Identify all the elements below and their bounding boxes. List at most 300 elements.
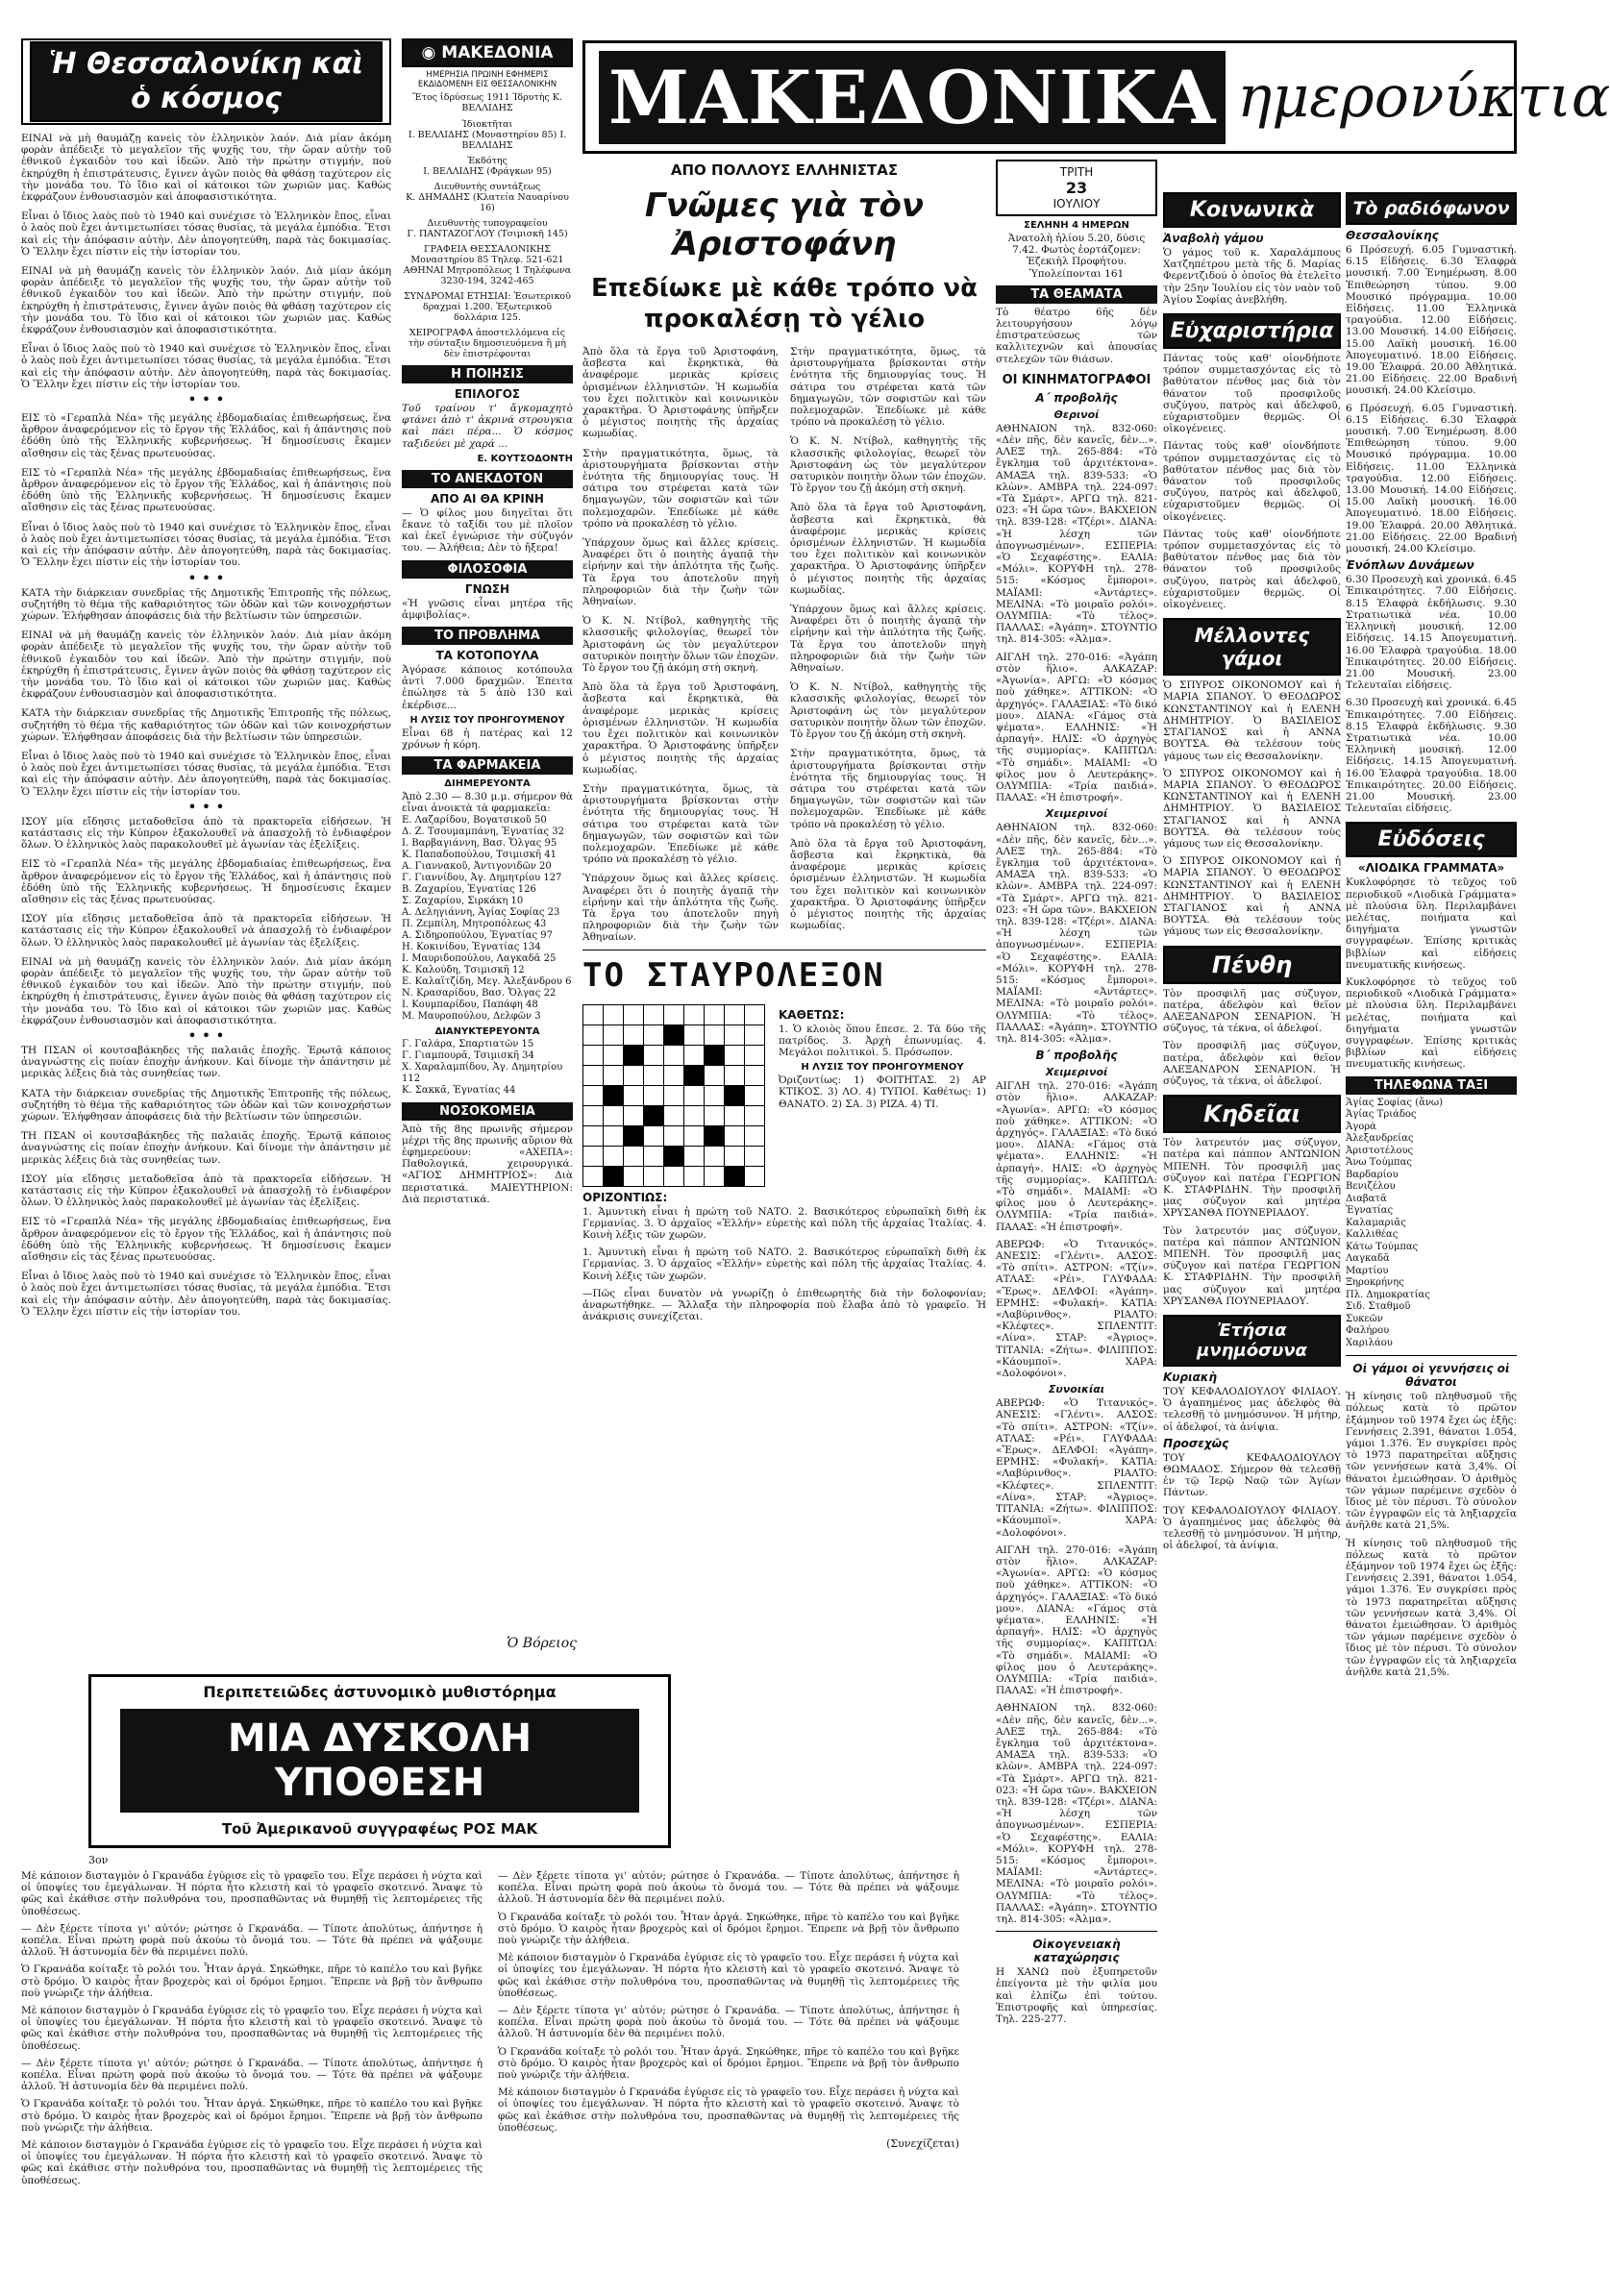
article-body: Ὑπάρχουν ὅμως καὶ ἄλλες κρίσεις. Ἀναφέρει ὅτι ὁ ποιητὴς ἀγαπᾷ τὴν εἰρήνην καὶ τὴν ἁπλότητα τῆς ζωῆς. Τὰ ἔργα του ἀποτελοῦν πηγὴ πληροφοριῶν διὰ τὴν ζωὴν τῶν Ἀθηναίων. [790, 604, 986, 675]
column-signature: Ὁ Βόρειος [507, 1636, 577, 1651]
radio-schedule: 6 Πρόσευχή. 6.05 Γυμναστική. 6.15 Εἰδήσεις. 6.30 Ἐλαφρὰ μουσική. 7.00 Ἐνημέρωση. 8.00 Ἐπιθεώρηση τύπου. 9.00 Μουσικό πρόγραμμα. 10.00 Εἰδήσεις. 11.00 Ἑλληνικὰ τραγούδια. 12.00 Εἰδήσεις. 13.00 Μουσική. 14.00 Εἰδήσεις. 15.00 Λαϊκὴ μουσική. 16.00 Ἀπογευματινό. 18.00 Εἰδήσεις. 19.00 Ἐλαφρά. 20.00 Ἀθλητικά. 21.00 Εἰδήσεις. 22.00 Βραδινή μουσική. 24.00 Κλείσιμο. [1346, 244, 1517, 397]
crossword-cell[interactable] [644, 1065, 664, 1085]
serial-text: Ὁ Γκρανάδα κοίταξε τὸ ρολόι του. Ἦταν ἀργά. Σηκώθηκε, πῆρε τὸ καπέλο του καὶ βγῆκε στὸ δρόμο. Ὁ καιρὸς ἦταν βροχερὸς καὶ οἱ δρόμοι ἔρημοι. Ἔπρεπε νὰ βρῇ τὸν ἄνθρωπο ποὺ γνώριζε τὴν ἀλήθεια. [498, 2045, 959, 2082]
article-body: Στὴν πραγματικότητα, ὅμως, τὰ ἀριστουργήματα βρίσκονται στὴν ἑνότητα τῆς δημιουργίας τους. Ἡ σάτιρα του στρέφεται κατὰ τῶν δημαγωγῶν, τῶν σοφιστῶν καὶ τῶν πολεμοχαρῶν. Ἐπεδίωκε μὲ κάθε τρόπο νὰ προκαλέσῃ τὸ γέλιο. [582, 782, 779, 866]
article-col-right [790, 346, 986, 944]
mourning-header: Πένθη [1163, 946, 1341, 984]
masthead-script: ημερονύκτια [1237, 63, 1610, 131]
pharmacy-item: Α. Γιαννακοῦ, Ἀντιγονιδῶν 20 [402, 860, 552, 872]
cinema-listings: ΑΒΕΡΩΦ: «Ὁ Τιτανικός». ΑΝΕΣΙΣ: «Γλέντι». ΑΛΣΟΣ: «Τὸ σπίτι». ΑΣΤΡΟΝ: «Τζίν». ΑΤΛΑΣ: «Ρέι». ΓΛΥΦΑΔΑ: «Ἔρως». ΔΕΛΦΟΙ: «Ἀγάπη». ΕΡΜΗΣ: «Φυλακή». ΚΑΤΙΑ: «Λαβύρινθος». ΡΙΑΛΤΟ: «Κλέφτες». ΣΠΛΕΝΤΙΤ: «Λίνα». ΣΤΑΡ: «Ἀγριος». ΤΙΤΑΝΙΑ: «Ζήτω». ΦΙΛΙΠΠΟΣ: «Κάουμποϊ». ΧΑΡΑ: «Δολοφόνοι». [996, 1397, 1157, 1539]
pharmacy-item: Α. Δεληγιάννη, Ἀγίας Σοφίας 23 [402, 906, 560, 918]
taxi-phone-item: Μαρτίου [1346, 1265, 1389, 1276]
taxi-phone-item: Συκεῶν [1346, 1313, 1383, 1324]
prev-solution-title: Η ΛΥΣΙΣ ΤΟΥ ΠΡΟΗΓΟΥΜΕΝΟΥ [801, 1062, 964, 1074]
pharmacies-sub: ΔΙΗΜΕΡΕΥΟΝΤΑ [444, 778, 531, 790]
funerals-header: Κηδεῖαι [1163, 1095, 1341, 1133]
cinema-second-run: Β΄ προβολῆς [1035, 1049, 1118, 1063]
problem-header: ΤΟ ΠΡΟΒΛΗΜΑ [402, 627, 573, 645]
taxi-phone-item: Ξηροκρήνης [1346, 1277, 1404, 1289]
section-header-city [21, 38, 391, 125]
memorial-header: Ἐτήσια μνημόσυνα [1163, 1315, 1341, 1367]
solution-title: Η ΛΥΣΙΣ ΤΟΥ ΠΡΟΗΓΟΥΜΕΝΟΥ [409, 714, 565, 726]
article-body: Ὁ Κ. Ν. Ντίβολ, καθηγητὴς τῆς κλασσικῆς φιλολογίας, θεωρεῖ τὸν Ἀριστοφάνη ὡς τὸν μεγαλύτερον σατυρικὸν ποιητὴν ὅλων τῶν ἐποχῶν. Τὸ ἔργον του ζῇ ἀκόμη στὴ σκηνὴ. [582, 615, 779, 675]
print-label: Διευθυντὴς τυπογραφείου [427, 218, 548, 229]
article-paragraph: ΙΣΟΥ μία εἴδησις μεταδοθεῖσα ἀπὸ τὰ πρακτορεῖα εἰδήσεων. Ἡ κατάστασις εἰς τὴν Κύπρον ἐξακολουθεῖ νὰ ἀπασχολῇ τὸ ἐνδιαφέρον ὅλων. Ὁ ἑλληνικὸς λαὸς παρακολουθεῖ μὲ ἀγωνίαν τὰς ἐξελίξεις. [21, 815, 391, 852]
serial-text: — Δὲν ξέρετε τίποτα γι' αὐτόν; ρώτησε ὁ Γκρανάδα. — Τίποτε ἀπολύτως, ἀπήντησε ἡ κοπέλα. Εἶναι πρώτη φορὰ ποὺ ἀκούω τὸ ὄνομά του. — Τότε θὰ πρέπει νὰ ψάξουμε ἀλλοῦ. Ἡ ἀστυνομία δὲν θὰ περιμένει πολύ. [21, 1922, 483, 1959]
editions-title: «ΛΙΟΔΙΚΑ ΓΡΑΜΜΑΤΑ» [1357, 861, 1505, 876]
article-body: Ὑπάρχουν ὅμως καὶ ἄλλες κρίσεις. Ἀναφέρει ὅτι ὁ ποιητὴς ἀγαπᾷ τὴν εἰρήνην καὶ τὴν ἁπλότητα τῆς ζωῆς. Τὰ ἔργα του ἀποτελοῦν πηγὴ πληροφοριῶν διὰ τὴν ζωὴν τῶν Ἀθηναίων. [582, 537, 779, 608]
funerals-text: Τὸν λατρευτόν μας σύζυγον, πατέρα καὶ πάππον ΑΝΤΩΝΙΟΝ ΜΠΕΝΗ. Τὸν προσφιλῆ μας σύζυγον καὶ πατέρα ΓΕΩΡΓΙΟΝ Κ. ΣΤΑΦΡΙΔΗΝ. Τὴν προσφιλῆ μας σύζυγον καὶ μητέρα ΧΡΥΣΑΝΘΑ ΠΟΥΝΕΡΙΑΔΟΥ. [1163, 1224, 1341, 1307]
crossword-cell [664, 1025, 684, 1045]
crossword-cell[interactable] [745, 1025, 765, 1045]
serial-text: Μὲ κάποιον δισταγμὸν ὁ Γκρανάδα ἐγύρισε εἰς τὸ γραφεῖο του. Εἶχε περάσει ἡ νύχτα καὶ οἱ ὑποψίες του ἐμεγάλωναν. Ἡ πόρτα ἦτο κλειστὴ καὶ τὸ γραφεῖο σκοτεινό. Ἄναψε τὸ φῶς καὶ ἐκάθισε στὴν πολυθρόνα του, προσπαθῶντας νὰ θυμηθῇ τὶς λεπτομέρειες τῆς ὑποθέσεως. [498, 2086, 959, 2134]
article-body: Ἀπὸ ὅλα τὰ ἔργα τοῦ Ἀριστοφάνη, ἄσβεστα καὶ ἔκρηκτικὰ, θὰ ἀναφέρομε μερικὰς κρίσεις ὀρισμένων ἑλληνιστῶν. Ἡ κωμωδία του ἔχει πολιτικὸν καὶ κοινωνικὸν χαρακτῆρα. Ὁ Ἀριστοφάνης ὑπῆρξεν ὁ μέγιστος ποιητὴς τῆς ἀρχαίας κωμωδίας. [582, 681, 779, 776]
crossword-cell[interactable] [745, 1004, 765, 1025]
editor: Κ. ΔΗΜΑΔΗΣ (Κλατεία Ναυαρίνου 16) [406, 192, 569, 213]
article-paragraph: ΕΙΝΑΙ νὰ μὴ θαυμάζῃ κανεὶς τὸν ἑλληνικὸν λαόν. Διὰ μίαν ἀκόμη φορὰν ἀπέδειξε τὸ μεγαλεῖον τῆς ψυχῆς του, τὴν ὥραν αὐτὴν τοῦ ἐθνικοῦ ἐγκαιδὸν του καὶ ἰδεῶν. Ἀπὸ τὴν πρώτην στιγμήν, ποὺ ἐκηρύχθη ἡ ἐπιστράτευσις, ἔγινεν ἀγῶν ποιὸς θὰ φθάσῃ ταχύτερον εἰς τὴν μονάδα του. Τὸ ἴδιο καὶ οἱ κάτοικοι τῶν χωριῶν μας. Καθὼς ἐκφράζουν ἐνθουσιασμὸν καὶ ἀποφασιστικότητα. [21, 265, 391, 336]
vital-stats-text: Ἡ κίνησις τοῦ πληθυσμοῦ τῆς πόλεως κατὰ τὸ πρῶτον ἑξάμηνον τοῦ 1974 ἔχει ὡς ἑξῆς: Γεννήσεις 2.391, θάνατοι 1.054, γάμοι 1.376. Ἐν συγκρίσει πρὸς τὸ 1973 παρατηρεῖται αὔξησις τῶν γεννήσεων κατὰ 3,4%. Οἱ θάνατοι ἐμειώθησαν. Ὁ ἀριθμὸς τῶν γάμων παρέμεινε σχεδὸν ὁ ἴδιος μὲ τὸν πέρυσι. Τὸ σύνολον τῶν ἐγγραφῶν εἰς τὰ ληξιαρχεῖα ἀνῆλθε κατὰ 21,5%. [1346, 1391, 1517, 1532]
pharmacy-list [402, 815, 573, 1023]
memorial-sub2: Προσεχῶς [1163, 1436, 1229, 1450]
publisher: Ι. ΒΕΛΛΙΔΗΣ (Φράγκων 95) [423, 166, 552, 177]
taxi-phone-item: Χαριλάου [1346, 1337, 1393, 1348]
memorial-text: ΤΟΥ ΚΕΦΑΛΟΔΙΟΥΛΟΥ ΦΙΛΙΑΟΥ. Ὁ ἀγαπημένος μας ἀδελφὸς θὰ τελεσθῇ τὸ μνημόσυνον. Ἡ μήτηρ, οἱ ἀδελφοί, τὰ ἀνίψια. [1163, 1504, 1341, 1552]
crossword-cell [624, 1125, 644, 1146]
publisher-label: Ἐκδότης [467, 156, 508, 166]
philosophy-header: ΦΙΛΟΣΟΦΙΑ [402, 560, 573, 579]
taxi-phone-item: Καλλιθέας [1346, 1229, 1399, 1241]
article-paragraph: ΕΙΣ τὸ «Γεραπλὰ Νέα» τῆς μεγάλης ἐβδομαδιαίας ἐπιθεωρήσεως, ἕνα ἄρθρον ἀναφερόμενον εἰς τὸ ἔργον τῆς Ἑλλάδος, καὶ ἡ ἀπάντησις ποὺ ἐδόθη ὑπὸ τῆς Ἑλληνικῆς κυβερνήσεως. Ἡ δημοσίευσις ἔκαμεν αἴσθησιν εἰς τὰς ξένας πρωτευούσας. [21, 412, 391, 459]
engagement-text: Ὁ γάμος τοῦ κ. Χαραλάμπους Χατζηπέτρου μετὰ τῆς δ. Μαρίας Φερεντζιδού ὁ ὁποῖος θὰ ἐτελεῖτο τὴν 25ην Ἰουλίου εἰς τὸν ναὸν τοῦ Ἁγίου Σοφίας ἀνεβλήθη. [1163, 247, 1341, 306]
pharmacy-item: Κ. Παπαδοπούλου, Τσιμισκῆ 41 [402, 849, 557, 860]
crossword-cell[interactable] [664, 1166, 684, 1186]
crossword-cell[interactable] [705, 1166, 725, 1186]
owners-label: Ἰδιοκτῆται [461, 119, 513, 130]
serial-text: Μὲ κάποιον δισταγμὸν ὁ Γκρανάδα ἐγύρισε εἰς τὸ γραφεῖο του. Εἶχε περάσει ἡ νύχτα καὶ οἱ ὑποψίες του ἐμεγάλωναν. Ἡ πόρτα ἦτο κλειστὴ καὶ τὸ γραφεῖο σκοτεινό. Ἄναψε τὸ φῶς καὶ ἐκάθισε στὴν πολυθρόνα του, προσπαθῶντας νὰ θυμηθῇ τὶς λεπτομέρειες τῆς ὑποθέσεως. [21, 2005, 483, 2052]
cinema-listings: ΑΘΗΝΑΙΟΝ τηλ. 832-060: «Δὲν πῆς, δὲν κανεῖς, δὲν...». ΑΛΕΞ τηλ. 265-884: «Τὸ ἔγκλημα τοῦ ἀρχιτέκτονα». ΑΜΑΞΑ τηλ. 839-533: «Ὁ κλὼν». ΑΜΒΡΑ τηλ. 224-097: «Τὰ Σμάρτ». ΑΡΓΩ τηλ. 821-023: «Ἡ ὥρα τῶν». ΒΑΚΧΕΙΟΝ τηλ. 839-128: «Τζέρι». ΔΙΑΝΑ: «Ἡ λέσχη τῶν ἀπογνωσμένων». ΕΣΠΕΡΙΑ: «Ὁ Σεχαφέστης». ΕΑΛΙΑ: «Μόλι». ΚΟΡΥΦΗ τηλ. 278-515: «Κόσμος ἔμποροι». ΜΑΪΑΜΙ: «Ἀντάρτες». ΜΕΛΙΝΑ: «Τὸ μοιραῖο ρολόι». ΟΛΥΜΠΙΑ: «Τὸ τέλος». ΠΑΛΛΑΣ: «Ἀγάπη». ΣΤΟΥΝΤΙΟ τηλ. 814-305: «Ἀλμα». [996, 422, 1157, 646]
crossword-cell[interactable] [583, 1166, 604, 1186]
article-paragraph: ΚΑΤΑ τὴν διάρκειαν συνεδρίας τῆς Δημοτικῆς Ἐπιτροπῆς τῆς πόλεως, συζητήθη τὸ θέμα τῆς καθαριότητος τῶν ὁδῶν καὶ τῶν κοινοχρήστων χώρων. Ἐλήφθησαν ἀποφάσεις διὰ τὴν βελτίωσιν τῶν ὑπηρεσιῶν. [21, 586, 391, 622]
anecdote-text: — Ὁ φίλος μου διηγεῖται ὅτι ἔκανε τὸ ταξίδι του μὲ πλοῖον καὶ ἐκεῖ ἐγνώρισε τὴν σύζυγόν του. — Ἀλήθεια; Δὲν τὸ ἤξερα! [402, 506, 573, 555]
poetry-author: Ε. ΚΟΥΤΣΟΔΟΝΤΗ [477, 453, 573, 464]
serial-text: — Δὲν ξέρετε τίποτα γι' αὐτόν; ρώτησε ὁ Γκρανάδα. — Τίποτε ἀπολύτως, ἀπήντησε ἡ κοπέλα. Εἶναι πρώτη φορὰ ποὺ ἀκούω τὸ ὄνομά του. — Τότε θὰ πρέπει νὰ ψάξουμε ἀλλοῦ. Ἡ ἀστυνομία δὲν θὰ περιμένει πολύ. [498, 2005, 959, 2040]
crossword-cell[interactable] [745, 1085, 765, 1105]
subscriptions: ΣΥΝΔΡΟΜΑΙ ΕΤΗΣΙΑΙ: Ἐσωτερικοῦ δραχμαὶ 1.200. Ἐξωτερικοῦ δολλάρια 125. [404, 291, 571, 323]
serial-text: Μὲ κάποιον δισταγμὸν ὁ Γκρανάδα ἐγύρισε εἰς τὸ γραφεῖο του. Εἶχε περάσει ἡ νύχτα καὶ οἱ ὑποψίες του ἐμεγάλωναν. Ἡ πόρτα ἦτο κλειστὴ καὶ τὸ γραφεῖο σκοτεινό. Ἄναψε τὸ φῶς καὶ ἐκάθισε στὴν πολυθρόνα του, προσπαθῶντας νὰ θυμηθῇ τὶς λεπτομέρειες τῆς ὑποθέσεως. [21, 2139, 483, 2186]
down-label: ΚΑΘΕΤΩΣ: [779, 1007, 845, 1022]
article-body: Ὁ Κ. Ν. Ντίβολ, καθηγητὴς τῆς κλασσικῆς φιλολογίας, θεωρεῖ τὸν Ἀριστοφάνη ὡς τὸν μεγαλύτερον σατυρικὸν ποιητὴν ὅλων τῶν ἐποχῶν. Τὸ ἔργον του ζῇ ἀκόμη στὴ σκηνὴ. [790, 681, 986, 741]
column-date-cinema [996, 160, 1157, 2274]
engagement-label: Ἀναβολὴ γάμου [1163, 232, 1264, 245]
taxi-phone-list [1346, 1098, 1517, 1350]
serial-text: Ὁ Γκρανάδα κοίταξε τὸ ρολόι του. Ἦταν ἀργά. Σηκώθηκε, πῆρε τὸ καπέλο του καὶ βγῆκε στὸ δρόμο. Ὁ καιρὸς ἦταν βροχερὸς καὶ οἱ δρόμοι ἔρημοι. Ἔπρεπε νὰ βρῇ τὸν ἄνθρωπο ποὺ γνώριζε τὴν ἀλήθεια. [498, 1911, 959, 1947]
cinema-listings: ΑΙΓΛΗ τηλ. 270-016: «Ἀγάπη στὸν ἥλιο». ΑΛΚΑΖΑΡ: «Ἀγωνία». ΑΡΓΩ: «Ὁ κόσμος ποὺ χάθηκε». ΑΤΤΙΚΟΝ: «Ὁ ἀρχηγός». ΓΑΛΑΞΙΑΣ: «Τὸ δικό μου». ΔΙΑΝΑ: «Γάμος στὰ ψέματα». ΕΛΛΗΝΙΣ: «Ἡ ἀρπαγή». ΗΛΙΣ: «Ὁ ἀρχηγὸς τῆς συμμορίας». ΚΑΠΙΤΩΛ: «Τὸ σημάδι». ΜΑΙΑΜΙ: «Ὁ φίλος μου ὁ Λευτεράκης». ΟΛΥΜΠΙΑ: «Τρία παιδιά». ΠΑΛΑΣ: «Ἡ ἐπιστροφή». [996, 1543, 1157, 1697]
crossword-cell[interactable] [624, 1025, 644, 1045]
crossword-cell[interactable] [644, 1125, 664, 1146]
crossword-cell [664, 1146, 684, 1166]
crossword-cell [604, 1085, 624, 1105]
crossword-cell[interactable] [644, 1045, 664, 1065]
taxi-phone-item: Ἄνω Τούμπας [1346, 1157, 1412, 1169]
pharmacy-item: Ι. Κουμπαρίδου, Παπάφη 48 [402, 999, 538, 1010]
article-body: Ἀπὸ ὅλα τὰ ἔργα τοῦ Ἀριστοφάνη, ἄσβεστα καὶ ἔκρηκτικὰ, θὰ ἀναφέρομε μερικὰς κρίσεις ὀρισμένων ἑλληνιστῶν. Ἡ κωμωδία του ἔχει πολιτικὸν καὶ κοινωνικὸν χαρακτῆρα. Ὁ Ἀριστοφάνης ὑπῆρξεν ὁ μέγιστος ποιητὴς τῆς ἀρχαίας κωμωδίας. [790, 502, 986, 596]
crossword-cell[interactable] [604, 1125, 624, 1146]
editions-text: Κυκλοφόρησε τὸ τεῦχος τοῦ περιοδικοῦ «Λιοδικὰ Γράμματα» μὲ πλούσια ὕλη. Περιλαμβάνει μελέτας, ποιήματα καὶ διηγήματα γνωστῶν συγγραφέων. Ἐπίσης κριτικὰς βιβλίων καὶ εἰδήσεις πνευματικῆς κινήσεως. [1346, 876, 1517, 971]
memorial-text: ΤΟΥ ΚΕΦΑΛΟΔΙΟΥΛΟΥ ΘΩΜΑΔΟΣ. Σήμερον θὰ τελεσθῇ ἐν τῷ Ἱερῷ Ναῷ τῶν Ἁγίων Πάντων. [1163, 1451, 1341, 1499]
date-number: 23 [1065, 179, 1088, 197]
crossword-cell[interactable] [684, 1166, 705, 1186]
pharmacy-item: Μ. Μαυροπούλου, Δελφῶν 3 [402, 1010, 541, 1022]
manuscripts-note: ΧΕΙΡΟΓΡΑΦΑ ἀποστελλόμενα εἰς τὴν σύνταξιν δημοσιευόμενα ἢ μὴ δὲν ἐπιστρέφονται [408, 328, 566, 359]
crossword-cell[interactable] [745, 1065, 765, 1085]
mourning-text: Τὸν προσφιλῆ μας σύζυγον, πατέρα, ἀδελφὸν καὶ θεῖον ΑΛΕΞΑΝΔΡΟΝ ΣΕΝΑΡΙΟΝ. Ἡ σύζυγος, τὰ τέκνα, οἱ ἀδελφοί. [1163, 1040, 1341, 1087]
crossword-cell[interactable] [664, 1125, 684, 1146]
article-columns [582, 346, 986, 944]
crossword-cell[interactable] [684, 1105, 705, 1125]
memorial-text: ΤΟΥ ΚΕΦΑΛΟΔΙΟΥΛΟΥ ΦΙΛΙΑΟΥ. Ὁ ἀγαπημένος μας ἀδελφὸς θὰ τελεσθῇ τὸ μνημόσυνον. Ἡ μήτηρ, οἱ ἀδελφοί, τὰ ἀνίψια. [1163, 1386, 1341, 1433]
crossword-cell[interactable] [664, 1085, 684, 1105]
cinema-listings: ΑΙΓΛΗ τηλ. 270-016: «Ἀγάπη στὸν ἥλιο». ΑΛΚΑΖΑΡ: «Ἀγωνία». ΑΡΓΩ: «Ὁ κόσμος ποὺ χάθηκε». ΑΤΤΙΚΟΝ: «Ὁ ἀρχηγός». ΓΑΛΑΞΙΑΣ: «Τὸ δικό μου». ΔΙΑΝΑ: «Γάμος στὰ ψέματα». ΕΛΛΗΝΙΣ: «Ἡ ἀρπαγή». ΗΛΙΣ: «Ὁ ἀρχηγὸς τῆς συμμορίας». ΚΑΠΙΤΩΛ: «Τὸ σημάδι». ΜΑΙΑΜΙ: «Ὁ φίλος μου ὁ Λευτεράκης». ΟΛΥΜΠΙΑ: «Τρία παιδιά». ΠΑΛΑΣ: «Ἡ ἐπιστροφή». [996, 1080, 1157, 1233]
serial-text: Μὲ κάποιον δισταγμὸν ὁ Γκρανάδα ἐγύρισε εἰς τὸ γραφεῖο του. Εἶχε περάσει ἡ νύχτα καὶ οἱ ὑποψίες του ἐμεγάλωναν. Ἡ πόρτα ἦτο κλειστὴ καὶ τὸ γραφεῖο σκοτεινό. Ἄναψε τὸ φῶς καὶ ἐκάθισε στὴν πολυθρόνα του, προσπαθῶντας νὰ θυμηθῇ τὶς λεπτομέρειες τῆς ὑποθέσεως. [498, 1952, 959, 1999]
nightly-pharmacy-item: Γ. Γαλάρα, Σπαρτιατῶν 15 [402, 1038, 534, 1049]
article-subhead: Επεδίωκε μὲ κάθε τρόπο νὰ προκαλέσῃ τὸ γέλιο [591, 274, 978, 333]
across-label: ΟΡΙΖΟΝΤΙΩΣ: [582, 1190, 668, 1204]
upcoming-text: Ὁ ΣΠΥΡΟΣ ΟΙΚΟΝΟΜΟΥ καὶ ἡ ΜΑΡΙΑ ΣΠΑΝΟΥ. Ὁ ΘΕΟΔΩΡΟΣ ΚΩΝΣΤΑΝΤΙΝΟΥ καὶ ἡ ΕΛΕΝΗ ΔΗΜΗΤΡΙΟΥ. Ὁ ΒΑΣΙΛΕΙΟΣ ΣΤΑΓΙΑΝΟΣ καὶ ἡ ΑΝΝΑ ΒΟΥΤΣΑ. Θὰ τελέσουν τοὺς γάμους των εἰς Θεσσαλονίκην. [1163, 679, 1341, 762]
anecdote-title: ΑΠΟ ΑΙ ΘΑ ΚΡΙΝΗ [431, 491, 544, 506]
crossword-cell[interactable] [745, 1105, 765, 1125]
taxi-phone-item: Ἁγίας Σοφίας (ἄνω) [1346, 1097, 1443, 1108]
article-body: Στὴν πραγματικότητα, ὅμως, τὰ ἀριστουργήματα βρίσκονται στὴν ἑνότητα τῆς δημιουργίας τους. Ἡ σάτιρα του στρέφεται κατὰ τῶν δημαγωγῶν, τῶν σοφιστῶν καὶ τῶν πολεμοχαρῶν. Ἐπεδίωκε μὲ κάθε τρόπο νὰ προκαλέσῃ τὸ γέλιο. [582, 447, 779, 530]
crossword-cell[interactable] [664, 1105, 684, 1125]
problem-title: ΤΑ ΚΟΤΟΠΟΥΛΑ [435, 649, 539, 663]
crossword-cell[interactable] [604, 1004, 624, 1025]
crossword-cell[interactable] [664, 1045, 684, 1065]
serial-text: Ὁ Γκρανάδα κοίταξε τὸ ρολόι του. Ἦταν ἀργά. Σηκώθηκε, πῆρε τὸ καπέλο του καὶ βγῆκε στὸ δρόμο. Ὁ καιρὸς ἦταν βροχερὸς καὶ οἱ δρόμοι ἔρημοι. Ἔπρεπε νὰ βρῇ τὸν ἄνθρωπο ποὺ γνώριζε τὴν ἀλήθεια. [21, 2098, 483, 2134]
crossword-cell[interactable] [604, 1045, 624, 1065]
cinema-listings: ΑΒΕΡΩΦ: «Ὁ Τιτανικός». ΑΝΕΣΙΣ: «Γλέντι». ΑΛΣΟΣ: «Τὸ σπίτι». ΑΣΤΡΟΝ: «Τζίν». ΑΤΛΑΣ: «Ρέι». ΓΛΥΦΑΔΑ: «Ἔρως». ΔΕΛΦΟΙ: «Ἀγάπη». ΕΡΜΗΣ: «Φυλακή». ΚΑΤΙΑ: «Λαβύρινθος». ΡΙΑΛΤΟ: «Κλέφτες». ΣΠΛΕΝΤΙΤ: «Λίνα». ΣΤΑΡ: «Ἀγριος». ΤΙΤΑΝΙΑ: «Ζήτω». ΦΙΛΙΠΠΟΣ: «Κάουμποϊ». ΧΑΡΑ: «Δολοφόνοι». [996, 1238, 1157, 1380]
taxi-phone-item: Ἁγίας Τριάδος [1346, 1109, 1417, 1121]
serial-text: Ὁ Γκρανάδα κοίταξε τὸ ρολόι του. Ἦταν ἀργά. Σηκώθηκε, πῆρε τὸ καπέλο του καὶ βγῆκε στὸ δρόμο. Ὁ καιρὸς ἦταν βροχερὸς καὶ οἱ δρόμοι ἔρημοι. Ἔπρεπε νὰ βρῇ τὸν ἄνθρωπο ποὺ γνώριζε τὴν ἀλήθεια. [21, 1963, 483, 1999]
logo-text: ΜΑΚΕΔΟΝΙΑ [441, 43, 554, 62]
crossword-cell[interactable] [604, 1065, 624, 1085]
crossword-cell[interactable] [684, 1025, 705, 1045]
separator-dots: • • • [187, 1026, 225, 1045]
crossword-area [582, 1004, 986, 1187]
radio-header: Τὸ ραδιόφωνον [1346, 192, 1517, 225]
crossword-cell [604, 1166, 624, 1186]
article-paragraph: Εἶναι ὁ ἴδιος λαὸς ποὺ τὸ 1940 καὶ συνέχισε τὸ Ἐλληνικὸν ἔπος, εἶναι ὁ λαὸς ποὺ ἔχει ἀντιμετωπίσει τόσας θυσίας, τὰ μεγάλα ἐμπόδια. Ἔτσι καὶ εἰς τὴν ἀπόφασιν αὐτὴν. Δὲν ἀπογοητεύθη, παρὰ τὰς δοκιμασίας. Ὁ Ἕλλην ἔχει πίστιν εἰς τὴν ἱστορίαν του. [21, 343, 391, 390]
separator-dots: • • • [187, 390, 225, 409]
upcoming-text: Ὁ ΣΠΥΡΟΣ ΟΙΚΟΝΟΜΟΥ καὶ ἡ ΜΑΡΙΑ ΣΠΑΝΟΥ. Ὁ ΘΕΟΔΩΡΟΣ ΚΩΝΣΤΑΝΤΙΝΟΥ καὶ ἡ ΕΛΕΝΗ ΔΗΜΗΤΡΙΟΥ. Ὁ ΒΑΣΙΛΕΙΟΣ ΣΤΑΓΙΑΝΟΣ καὶ ἡ ΑΝΝΑ ΒΟΥΤΣΑ. Θὰ τελέσουν τοὺς γάμους των εἰς Θεσσαλονίκην. [1163, 767, 1341, 850]
crossword-cell[interactable] [644, 1085, 664, 1105]
serial-title: ΜΙΑ ΔΥΣΚΟΛΗ ΥΠΟΘΕΣΗ [120, 1709, 639, 1813]
crossword-cell[interactable] [725, 1125, 745, 1146]
article-paragraph: Εἶναι ὁ ἴδιος λαὸς ποὺ τὸ 1940 καὶ συνέχισε τὸ Ἐλληνικὸν ἔπος, εἶναι ὁ λαὸς ποὺ ἔχει ἀντιμετωπίσει τόσας θυσίας, τὰ μεγάλα ἐμπόδια. Ἔτσι καὶ εἰς τὴν ἀπόφασιν αὐτὴν. Δὲν ἀπογοητεύθη, παρὰ τὰς δοκιμασίας. Ὁ Ἕλλην ἔχει πίστιν εἰς τὴν ἱστορίαν του. [21, 210, 391, 258]
pharmacy-item: Β. Ζαχαρίου, Ἐγνατίας 126 [402, 883, 536, 895]
family-header: Οἰκογενειακὴ καταχώρησις [1032, 1938, 1121, 1965]
down-clues: 1. Ὁ κλοιὸς ὅπου ἔπεσε. 2. Τὰ δύο τῆς πατρίδος. 3. Ἀρχὴ ἐπωνυμίας. 4. Μεγάλοι πολιτικοὶ. 5. Πρόσωπον. [779, 1023, 986, 1058]
crossword-cell[interactable] [624, 1004, 644, 1025]
crossword-cell[interactable] [705, 1065, 725, 1085]
article-paragraph: ΕΙΝΑΙ νὰ μὴ θαυμάζῃ κανεὶς τὸν ἑλληνικὸν λαόν. Διὰ μίαν ἀκόμη φορὰν ἀπέδειξε τὸ μεγαλεῖον τῆς ψυχῆς του, τὴν ὥραν αὐτὴν τοῦ ἐθνικοῦ ἐγκαιδὸν του καὶ ἰδεῶν. Ἀπὸ τὴν πρώτην στιγμήν, ποὺ ἐκηρύχθη ἡ ἐπιστράτευσις, ἔγινεν ἀγῶν ποιὸς θὰ φθάσῃ ταχύτερον εἰς τὴν μονάδα του. Τὸ ἴδιο καὶ οἱ κάτοικοι τῶν χωριῶν μας. Καθὼς ἐκφράζουν ἐνθουσιασμὸν καὶ ἀποφασιστικότητα. [21, 630, 391, 701]
article-paragraph: ΤΗ ΠΣΑΝ οἱ κουτσαβάκηδες τῆς παλαιᾶς ἐποχῆς. Ἐρωτᾷ κάποιος ἀναγνώστης εἰς ποίαν ἐποχὴν ἀνήκουν. Καὶ δίνομε τὴν ἀπάντησιν μὲ μερικὰς λέξεις διὰ τὰς συνηθείας των. [21, 1045, 391, 1080]
taxi-phone-item: Κάτω Τούμπας [1346, 1241, 1419, 1252]
armed-label: Ἐνόπλων Δυνάμεων [1346, 558, 1474, 573]
article-paragraph: ΕΙΣ τὸ «Γεραπλὰ Νέα» τῆς μεγάλης ἐβδομαδιαίας ἐπιθεωρήσεως, ἕνα ἄρθρον ἀναφερόμενον εἰς τὸ ἔργον τῆς Ἑλλάδος, καὶ ἡ ἀπάντησις ποὺ ἐδόθη ὑπὸ τῆς Ἑλληνικῆς κυβερνήσεως. Ἡ δημοσίευσις ἔκαμεν αἴσθησιν εἰς τὰς ξένας πρωτευούσας. [21, 858, 391, 905]
crossword-cell[interactable] [705, 1105, 725, 1125]
crossword-cell[interactable] [664, 1004, 684, 1025]
crossword-cell[interactable] [684, 1045, 705, 1065]
masthead-title: ΜΑΚΕΔΟΝΙΚΑ [599, 51, 1226, 144]
divider [1346, 1355, 1517, 1356]
crossword-cell[interactable] [624, 1065, 644, 1085]
taxi-phone-item: Ἀλεξανδρείας [1346, 1133, 1414, 1145]
taxi-phone-item: Πλ. Δημοκρατίας [1346, 1289, 1430, 1300]
crossword-clues-right [779, 1004, 986, 1187]
main-article [582, 160, 986, 1640]
prev-solution-text: Ὀριζοντίως: 1) ΦΟΙΤΗΤΑΣ. 2) ΑΡ ΚΤΙΚΟΣ. 3) ΛΟ. 4) ΤΥΠΟΙ. Καθέτως: 1) ΘΑΝΑΤΟ. 2) ΣΑ. 3) ΡΙΖΑ. 4) ΤΙ. [779, 1074, 986, 1110]
crossword-cell[interactable] [583, 1085, 604, 1105]
poetry-title: ΕΠΙΛΟΓΟΣ [454, 387, 521, 401]
article-paragraph: ΕΙΣ τὸ «Γεραπλὰ Νέα» τῆς μεγάλης ἐβδομαδιαίας ἐπιθεωρήσεως, ἕνα ἄρθρον ἀναφερόμενον εἰς τὸ ἔργον τῆς Ἑλλάδος, καὶ ἡ ἀπάντησις ποὺ ἐδόθη ὑπὸ τῆς Ἑλληνικῆς κυβερνήσεως. Ἡ δημοσίευσις ἔκαμεν αἴσθησιν εἰς τὰς ξένας πρωτευούσας. [21, 466, 391, 514]
crossword-cell[interactable] [725, 1004, 745, 1025]
taxi-phone-item: Ἀριστοτέλους [1346, 1145, 1414, 1156]
taxi-phone-item: Σιδ. Σταθμοῦ [1346, 1301, 1411, 1313]
crossword-cell[interactable] [583, 1065, 604, 1085]
crossword-cell[interactable] [624, 1146, 644, 1166]
nightly-pharmacy-item: Χ. Χαραλαμπίδου, Ἀγ. Δημητρίου 112 [402, 1061, 563, 1084]
cinema-first-run: Α΄ προβολῆς [1035, 390, 1118, 405]
crossword-cell[interactable] [604, 1025, 624, 1045]
article-body: Ἀπὸ ὅλα τὰ ἔργα τοῦ Ἀριστοφάνη, ἄσβεστα καὶ ἔκρηκτικὰ, θὰ ἀναφέρομε μερικὰς κρίσεις ὀρισμένων ἑλληνιστῶν. Ἡ κωμωδία του ἔχει πολιτικὸν καὶ κοινωνικὸν χαρακτῆρα. Ὁ Ἀριστοφάνης ὑπῆρξεν ὁ μέγιστος ποιητὴς τῆς ἀρχαίας κωμωδίας. [582, 346, 779, 440]
crossword-cell[interactable] [745, 1166, 765, 1186]
poetry-text: Τοῦ τραίνου τ' ἄγκομαχητὸ φτάνει ἀπὸ τ' ἀκρινά στρουγκια καὶ πάει πέρα... Ὁ κόσμος ταξιδεύει μὲ χαρά ... [402, 403, 573, 450]
cinema-title: ΟΙ ΚΙΝΗΜΑΤΟΓΡΑΦΟΙ [1002, 372, 1152, 387]
city-header-title: Ἡ Θεσσαλονίκη καὶ ὁ κόσμος [30, 41, 383, 122]
anecdote-header: ΤΟ ΑΝΕΚΔΟΤΟΝ [402, 470, 573, 488]
crossword-cell[interactable] [725, 1025, 745, 1045]
serial-continued: (Συνεχίζεται) [886, 2137, 959, 2151]
article-paragraph: ΕΙΝΑΙ νὰ μὴ θαυμάζῃ κανεὶς τὸν ἑλληνικὸν λαόν. Διὰ μίαν ἀκόμη φορὰν ἀπέδειξε τὸ μεγαλεῖον τῆς ψυχῆς του, τὴν ὥραν αὐτὴν τοῦ ἐθνικοῦ ἐγκαιδὸν του καὶ ἰδεῶν. Ἀπὸ τὴν πρώτην στιγμήν, ποὺ ἐκηρύχθη ἡ ἐπιστράτευσις, ἔγινεν ἀγῶν ποιὸς θὰ φθάσῃ ταχύτερον εἰς τὴν μονάδα του. Τὸ ἴδιο καὶ οἱ κάτοικοι τῶν χωριῶν μας. Καθὼς ἐκφράζουν ἐνθουσιασμὸν καὶ ἀποφασιστικότητα. [21, 133, 391, 204]
crossword-cell[interactable] [583, 1105, 604, 1125]
owners: Ι. ΒΕΛΛΙΔΗΣ (Μοναστηρίου 85) Ι. ΒΕΛΛΙΔΗΣ [408, 130, 567, 151]
pharmacy-item: Γ. Γιαννίδου, Ἀγ. Δημητρίου 127 [402, 872, 562, 883]
thanks-text: Πάντας τοὺς καθ' οἱονδήποτε τρόπον συμμετασχόντας εἰς τὸ βαθύτατον πένθος μας διὰ τὸν θάνατον τοῦ προσφιλοῦς συζύγου, πατρὸς καὶ ἀδελφοῦ, εὐχαριστοῦμεν θερμῶς. Οἱ οἰκογένειες. [1163, 528, 1341, 611]
across-clues: 1. Ἀμυντικὴ εἶναι ἡ πρώτη τοῦ ΝΑΤΟ. 2. Βασικότερος εὐρωπαϊκὴ διθὴ ἐκ Γερμανίας. 3. Ὁ ἀρχαῖος «Ἐλλήν» εὑρετὴς καὶ πόλη τῆς ἀρχαίας Ἰταλίας. 4. Κοινὴ λέξις τῶν χωρῶν. [582, 1205, 986, 1241]
serial-text: — Δὲν ξέρετε τίποτα γι' αὐτόν; ρώτησε ὁ Γκρανάδα. — Τίποτε ἀπολύτως, ἀπήντησε ἡ κοπέλα. Εἶναι πρώτη φορὰ ποὺ ἀκούω τὸ ὄνομά του. — Τότε θὰ πρέπει νὰ ψάξουμε ἀλλοῦ. Ἡ ἀστυνομία δὲν θὰ περιμένει πολύ. [498, 1870, 959, 1906]
crossword-cell[interactable] [745, 1125, 765, 1146]
crossword-cell[interactable] [644, 1025, 664, 1045]
crossword-cell[interactable] [745, 1045, 765, 1065]
theatre-text: Τὸ θέατρο 6ῆς δὲν λειτουργήσουν λόγῳ ἐπιστρατεύσεως τῶν καλλιτεχνῶν καὶ ἀπουσίας στελεχῶν τῶν θιάσων. [996, 306, 1157, 365]
crossword-cell [644, 1105, 664, 1125]
article-paragraph: ΕΙΝΑΙ νὰ μὴ θαυμάζῃ κανεὶς τὸν ἑλληνικὸν λαόν. Διὰ μίαν ἀκόμη φορὰν ἀπέδειξε τὸ μεγαλεῖον τῆς ψυχῆς του, τὴν ὥραν αὐτὴν τοῦ ἐθνικοῦ ἐγκαιδὸν του καὶ ἰδεῶν. Ἀπὸ τὴν πρώτην στιγμήν, ποὺ ἐκηρύχθη ἡ ἐπιστράτευσις, ἔγινεν ἀγῶν ποιὸς θὰ φθάσῃ ταχύτερον εἰς τὴν μονάδα του. Τὸ ἴδιο καὶ οἱ κάτοικοι τῶν χωριῶν μας. Καθὼς ἐκφράζουν ἐνθουσιασμὸν καὶ ἀποφασιστικότητα. [21, 955, 391, 1026]
pharmacy-item: Ε. Λαζαρίδου, Βογατσικοῦ 50 [402, 814, 547, 826]
crossword-cell[interactable] [745, 1146, 765, 1166]
editions-text: Κυκλοφόρησε τὸ τεῦχος τοῦ περιοδικοῦ «Λιοδικὰ Γράμματα» μὲ πλούσια ὕλη. Περιλαμβάνει μελέτας, ποιήματα καὶ διηγήματα γνωστῶν συγγραφέων. Ἐπίσης κριτικὰς βιβλίων καὶ εἰδήσεις πνευματικῆς κινήσεως. [1346, 975, 1517, 1071]
crossword-cell[interactable] [583, 1004, 604, 1025]
philosophy-text: «Ἡ γνῶσις εἶναι μητέρα τῆς ἀμφιβολίας». [402, 597, 573, 621]
taxi-phone-item: Βαρδαρίου [1346, 1169, 1399, 1180]
upcoming-text: Ὁ ΣΠΥΡΟΣ ΟΙΚΟΝΟΜΟΥ καὶ ἡ ΜΑΡΙΑ ΣΠΑΝΟΥ. Ὁ ΘΕΟΔΩΡΟΣ ΚΩΝΣΤΑΝΤΙΝΟΥ καὶ ἡ ΕΛΕΝΗ ΔΗΜΗΤΡΙΟΥ. Ὁ ΒΑΣΙΛΕΙΟΣ ΣΤΑΓΙΑΝΟΣ καὶ ἡ ΑΝΝΑ ΒΟΥΤΣΑ. Θὰ τελέσουν τοὺς γάμους των εἰς Θεσσαλονίκην. [1163, 855, 1341, 938]
cinema-listings: ΑΘΗΝΑΙΟΝ τηλ. 832-060: «Δὲν πῆς, δὲν κανεῖς, δὲν...». ΑΛΕΞ τηλ. 265-884: «Τὸ ἔγκλημα τοῦ ἀρχιτέκτονα». ΑΜΑΞΑ τηλ. 839-533: «Ὁ κλὼν». ΑΜΒΡΑ τηλ. 224-097: «Τὰ Σμάρτ». ΑΡΓΩ τηλ. 821-023: «Ἡ ὥρα τῶν». ΒΑΚΧΕΙΟΝ τηλ. 839-128: «Τζέρι». ΔΙΑΝΑ: «Ἡ λέσχη τῶν ἀπογνωσμένων». ΕΣΠΕΡΙΑ: «Ὁ Σεχαφέστης». ΕΑΛΙΑ: «Μόλι». ΚΟΡΥΦΗ τηλ. 278-515: «Κόσμος ἔμποροι». ΜΑΪΑΜΙ: «Ἀντάρτες». ΜΕΛΙΝΑ: «Τὸ μοιραῖο ρολόι». ΟΛΥΜΠΙΑ: «Τὸ τέλος». ΠΑΛΛΑΣ: «Ἀγάπη». ΣΤΟΥΝΤΙΟ τηλ. 814-305: «Ἀλμα». [996, 1702, 1157, 1925]
taxi-phone-item: Καλαμαριᾶς [1346, 1217, 1406, 1228]
crossword-grid[interactable] [582, 1004, 765, 1187]
crossword-cell [624, 1045, 644, 1065]
date-day: ΤΡΙΤΗ [1059, 165, 1094, 179]
crossword-cell[interactable] [684, 1004, 705, 1025]
poetry-header: Η ΠΟΙΗΣΙΣ [402, 365, 573, 383]
crossword-cell[interactable] [725, 1045, 745, 1065]
sun-info: Ἀνατολὴ ἡλίου 5.20, δύσις 7.42. Φωτὸς ἑορτάζομεν: Ἐζεκιὴλ Προφήτου. Ὑπολείπονται 161 [1007, 233, 1146, 280]
crossword-cell[interactable] [684, 1146, 705, 1166]
article-paragraph: ΕΙΣ τὸ «Γεραπλὰ Νέα» τῆς μεγάλης ἐβδομαδιαίας ἐπιθεωρήσεως, ἕνα ἄρθρον ἀναφερόμενον εἰς τὸ ἔργον τῆς Ἑλλάδος, καὶ ἡ ἀπάντησις ποὺ ἐδόθη ὑπὸ τῆς Ἑλληνικῆς κυβερνήσεως. Ἡ δημοσίευσις ἔκαμεν αἴσθησιν εἰς τὰς ξένας πρωτευούσας. [21, 1216, 391, 1264]
taxi-phone-item: Βενιζέλου [1346, 1181, 1396, 1193]
nightly-pharmacy-item: Γ. Γιαμπουρᾶ, Τσιμισκῆ 34 [402, 1049, 534, 1061]
article-body: Ὑπάρχουν ὅμως καὶ ἄλλες κρίσεις. Ἀναφέρει ὅτι ὁ ποιητὴς ἀγαπᾷ τὴν εἰρήνην καὶ τὴν ἁπλότητα τῆς ζωῆς. Τὰ ἔργα του ἀποτελοῦν πηγὴ πληροφοριῶν διὰ τὴν ζωὴν τῶν Ἀθηναίων. [582, 873, 779, 944]
taxi-phone-item: Ἐγνατίας [1346, 1205, 1394, 1217]
summer-label: Θερινοί [1053, 407, 1100, 421]
philosophy-title: ΓΝΩΣΗ [464, 581, 510, 596]
crossword-cell[interactable] [705, 1004, 725, 1025]
crossword-cell[interactable] [624, 1166, 644, 1186]
divider [996, 1931, 1157, 1932]
hospitals-text: Ἀπὸ τῆς 8ης πρωινῆς σήμερον μέχρι τῆς 8ης πρωινῆς αὔριον θὰ ἐφημερεύουν: «ΑΧΕΠΑ»: Παθολογικά, χειρουργικά. «ΑΓΙΟΣ ΔΗΜΗΤΡΙΟΣ»: Διὰ περιστατικά. ΜΑΙΕΥΤΗΡΙΟΝ: Διὰ περιστατικά. [402, 1123, 573, 1205]
crossword-cell[interactable] [644, 1146, 664, 1166]
article-paragraph: ΚΑΤΑ τὴν διάρκειαν συνεδρίας τῆς Δημοτικῆς Ἐπιτροπῆς τῆς πόλεως, συζητήθη τὸ θέμα τῆς καθαριότητος τῶν ὁδῶν καὶ τῶν κοινοχρήστων χώρων. Ἐλήφθησαν ἀποφάσεις διὰ τὴν βελτίωσιν τῶν ὑπηρεσιῶν. [21, 707, 391, 743]
article-col-left [582, 346, 779, 944]
tagline: ΗΜΕΡΗΣΙΑ ΠΡΩΙΝΗ ΕΦΗΜΕΡΙΣ ΕΚΔΙΔΟΜΕΝΗ ΕΙΣ ΘΕΣΣΑΛΟΝΙΚΗΝ [417, 70, 557, 89]
funerals-text: Τὸν λατρευτόν μας σύζυγον, πατέρα καὶ πάππον ΑΝΤΩΝΙΟΝ ΜΠΕΝΗ. Τὸν προσφιλῆ μας σύζυγον καὶ πατέρα ΓΕΩΡΓΙΟΝ Κ. ΣΤΑΦΡΙΔΗΝ. Τὴν προσφιλῆ μας σύζυγον καὶ μητέρα ΧΡΥΣΑΝΘΑ ΠΟΥΝΕΡΙΑΔΟΥ. [1163, 1137, 1341, 1220]
cinema-listings: ΑΙΓΛΗ τηλ. 270-016: «Ἀγάπη στὸν ἥλιο». ΑΛΚΑΖΑΡ: «Ἀγωνία». ΑΡΓΩ: «Ὁ κόσμος ποὺ χάθηκε». ΑΤΤΙΚΟΝ: «Ὁ ἀρχηγός». ΓΑΛΑΞΙΑΣ: «Τὸ δικό μου». ΔΙΑΝΑ: «Γάμος στὰ ψέματα». ΕΛΛΗΝΙΣ: «Ἡ ἀρπαγή». ΗΛΙΣ: «Ὁ ἀρχηγὸς τῆς συμμορίας». ΚΑΠΙΤΩΛ: «Τὸ σημάδι». ΜΑΙΑΜΙ: «Ὁ φίλος μου ὁ Λευτεράκης». ΟΛΥΜΠΙΑ: «Τρία παιδιά». ΠΑΛΑΣ: «Ἡ ἐπιστροφή». [996, 651, 1157, 804]
crossword-cell[interactable] [604, 1146, 624, 1166]
article-paragraph: ΙΣΟΥ μία εἴδησις μεταδοθεῖσα ἀπὸ τὰ πρακτορεῖα εἰδήσεων. Ἡ κατάστασις εἰς τὴν Κύπρον ἐξακολουθεῖ νὰ ἀπασχολῇ τὸ ἐνδιαφέρον ὅλων. Ὁ ἑλληνικὸς λαὸς παρακολουθεῖ μὲ ἀγωνίαν τὰς ἐξελίξεις. [21, 913, 391, 949]
crossword-cell[interactable] [583, 1045, 604, 1065]
crossword-cell[interactable] [644, 1166, 664, 1186]
crossword-cell[interactable] [684, 1085, 705, 1105]
taxi-phone-item: Ἀγορὰ [1346, 1121, 1376, 1132]
serial-banner: Περιπετειῶδες ἀστυνομικὸ μυθιστόρημα [203, 1683, 557, 1701]
crossword-cell[interactable] [705, 1025, 725, 1045]
column-social [1163, 192, 1341, 2278]
serial-episode: 3ον [88, 1854, 109, 1866]
editor-label: Διευθυντὴς συντάξεως [433, 182, 541, 192]
memorial-sub: Κυριακὴ [1163, 1370, 1217, 1385]
pharmacy-item: Π. Ζεμπίλη, Μητροπόλεως 43 [402, 918, 547, 929]
crossword-cell[interactable] [644, 1004, 664, 1025]
winter-label: Χειμερινοί [1045, 807, 1108, 821]
crossword-cell[interactable] [705, 1085, 725, 1105]
suburbs-label: Συνοικίαι [1048, 1383, 1105, 1396]
crossword-cell [705, 1125, 725, 1146]
date-box [996, 160, 1157, 216]
crossword-cell [684, 1065, 705, 1085]
serial-text: — Δὲν ξέρετε τίποτα γι' αὐτόν; ρώτησε ὁ Γκρανάδα. — Τίποτε ἀπολύτως, ἀπήντησε ἡ κοπέλα. Εἶναι πρώτη φορὰ ποὺ ἀκούω τὸ ὄνομά του. — Τότε θὰ πρέπει νὰ ψάξουμε ἀλλοῦ. Ἡ ἀστυνομία δὲν θὰ περιμένει πολύ. [21, 2057, 483, 2093]
crossword-cell[interactable] [624, 1085, 644, 1105]
pharmacy-item: Ι. Μαυριδοπούλου, Λαγκαδᾶ 25 [402, 952, 557, 964]
article-body: Στὴν πραγματικότητα, ὅμως, τὰ ἀριστουργήματα βρίσκονται στὴν ἑνότητα τῆς δημιουργίας τους. Ἡ σάτιρα του στρέφεται κατὰ τῶν δημαγωγῶν, τῶν σοφιστῶν καὶ τῶν πολεμοχαρῶν. Ἐπεδίωκε μὲ κάθε τρόπο νὰ προκαλέσῃ τὸ γέλιο. [790, 748, 986, 830]
across-clues: 1. Ἀμυντικὴ εἶναι ἡ πρώτη τοῦ ΝΑΤΟ. 2. Βασικότερος εὐρωπαϊκὴ διθὴ ἐκ Γερμανίας. 3. Ὁ ἀρχαῖος «Ἐλλήν» εὑρετὴς καὶ πόλη τῆς ἀρχαίας Ἰταλίας. 4. Κοινὴ λέξις τῶν χωρῶν. [582, 1247, 986, 1282]
masthead-banner [582, 40, 1610, 154]
thanks-header: Εὐχαριστήρια [1163, 313, 1341, 349]
continued-text: —Πῶς εἶναι δυνατὸν νὰ γνωρίζῃ ὁ ἐπιθεωρητὴς διὰ τὴν δολοφονίαν; ἀναρωτήθηκε. — Ἄλλαξα τὴν πληροφορία ποὺ ἔλαβα ἀπὸ τὸ γραφεῖο. Ἡ ἀνάκρισις συνεχίζεται. [582, 1287, 986, 1323]
pharmacy-item: Η. Κοκινίδου, Ἐγνατίας 134 [402, 941, 541, 952]
article-body: Στὴν πραγματικότητα, ὅμως, τὰ ἀριστουργήματα βρίσκονται στὴν ἑνότητα τῆς δημιουργίας τους. Ἡ σάτιρα του στρέφεται κατὰ τῶν δημαγωγῶν, τῶν σοφιστῶν καὶ τῶν πολεμοχαρῶν. Ἐπεδίωκε μὲ κάθε τρόπο νὰ προκαλέσῃ τὸ γέλιο. [790, 346, 986, 429]
serial-text: Μὲ κάποιον δισταγμὸν ὁ Γκρανάδα ἐγύρισε εἰς τὸ γραφεῖο του. Εἶχε περάσει ἡ νύχτα καὶ οἱ ὑποψίες του ἐμεγάλωναν. Ἡ πόρτα ἦτο κλειστὴ καὶ τὸ γραφεῖο σκοτεινό. Ἄναψε τὸ φῶς καὶ ἐκάθισε στὴν πολυθρόνα του, προσπαθῶντας νὰ θυμηθῇ τὶς λεπτομέρειες τῆς ὑποθέσεως. [21, 1870, 483, 1917]
cinema-listings: ΑΘΗΝΑΙΟΝ τηλ. 832-060: «Δὲν πῆς, δὲν κανεῖς, δὲν...». ΑΛΕΞ τηλ. 265-884: «Τὸ ἔγκλημα τοῦ ἀρχιτέκτονα». ΑΜΑΞΑ τηλ. 839-533: «Ὁ κλὼν». ΑΜΒΡΑ τηλ. 224-097: «Τὰ Σμάρτ». ΑΡΓΩ τηλ. 821-023: «Ἡ ὥρα τῶν». ΒΑΚΧΕΙΟΝ τηλ. 839-128: «Τζέρι». ΔΙΑΝΑ: «Ἡ λέσχη τῶν ἀπογνωσμένων». ΕΣΠΕΡΙΑ: «Ὁ Σεχαφέστης». ΕΑΛΙΑ: «Μόλι». ΚΟΡΥΦΗ τηλ. 278-515: «Κόσμος ἔμποροι». ΜΑΪΑΜΙ: «Ἀντάρτες». ΜΕΛΙΝΑ: «Τὸ μοιραῖο ρολόι». ΟΛΥΜΠΙΑ: «Τὸ τέλος». ΠΑΛΛΑΣ: «Ἀγάπη». ΣΤΟΥΝΤΙΟ τηλ. 814-305: «Ἀλμα». [996, 822, 1157, 1045]
crossword-cell[interactable] [725, 1105, 745, 1125]
founded: Ἔτος ἱδρύσεως 1911 Ἱδρυτὴς Κ. ΒΕΛΛΙΔΗΣ [412, 92, 562, 113]
family-text: Η ΧΑΝΩ ποὺ ἐξυπηρετοῦν ἐπείγοντα μὲ τὴν φιλία μου καὶ ἐλπίζω ἐπὶ τούτου. Ἐπιστροφῆς καὶ ὑπηρεσίας. Τηλ. 225-277. [996, 1966, 1157, 2026]
serial-novel [21, 1674, 982, 2280]
editions-header: Εὐδόσεις [1346, 822, 1517, 857]
logo-emblem-icon: ◉ [421, 43, 436, 62]
crossword-cell[interactable] [583, 1025, 604, 1045]
winter-label: Χειμερινοί [1045, 1066, 1108, 1079]
taxi-phone-item: Φαλήρου [1346, 1325, 1390, 1337]
crossword-cell[interactable] [725, 1146, 745, 1166]
date-month: ΙΟΥΛΙΟΥ [1053, 197, 1101, 210]
article-paragraph: ΤΗ ΠΣΑΝ οἱ κουτσαβάκηδες τῆς παλαιᾶς ἐποχῆς. Ἐρωτᾷ κάποιος ἀναγνώστης εἰς ποίαν ἐποχὴν ἀνήκουν. Καὶ δίνομε τὴν ἀπάντησιν μὲ μερικὰς λέξεις διὰ τὰς συνηθείας των. [21, 1130, 391, 1166]
separator-dots: • • • [187, 797, 225, 816]
newspaper-logo [402, 38, 573, 67]
column-radio [1346, 192, 1517, 2278]
crossword-cell[interactable] [664, 1065, 684, 1085]
article-paragraph: ΙΣΟΥ μία εἴδησις μεταδοθεῖσα ἀπὸ τὰ πρακτορεῖα εἰδήσεων. Ἡ κατάστασις εἰς τὴν Κύπρον ἐξακολουθεῖ νὰ ἀπασχολῇ τὸ ἐνδιαφέρον ὅλων. Ὁ ἑλληνικὸς λαὸς παρακολουθεῖ μὲ ἀγωνίαν τὰς ἐξελίξεις. [21, 1173, 391, 1209]
article-paragraph: Εἶναι ὁ ἴδιος λαὸς ποὺ τὸ 1940 καὶ συνέχισε τὸ Ἐλληνικὸν ἔπος, εἶναι ὁ λαὸς ποὺ ἔχει ἀντιμετωπίσει τόσας θυσίας, τὰ μεγάλα ἐμπόδια. Ἔτσι καὶ εἰς τὴν ἀπόφασιν αὐτὴν. Δὲν ἀπογοητεύθη, παρὰ τὰς δοκιμασίας. Ὁ Ἕλλην ἔχει πίστιν εἰς τὴν ἱστορίαν του. [21, 1271, 391, 1318]
serial-col-left [21, 1870, 483, 2186]
pharmacy-item: Ι. Βαρβαγιάννη, Βασ. Ὄλγας 95 [402, 837, 557, 849]
separator-dots: • • • [187, 568, 225, 587]
serial-author: Τοῦ Ἀμερικανοῦ συγγραφέως ΡΟΣ ΜΑΚ [221, 1820, 538, 1838]
article-body: Ὁ Κ. Ν. Ντίβολ, καθηγητὴς τῆς κλασσικῆς φιλολογίας, θεωρεῖ τὸν Ἀριστοφάνη ὡς τὸν μεγαλύτερον σατυρικὸν ποιητὴν ὅλων τῶν ἐποχῶν. Τὸ ἔργον του ζῇ ἀκόμη στὴ σκηνὴ. [790, 435, 986, 495]
crossword-cell[interactable] [604, 1105, 624, 1125]
pharmacies-header: ΤΑ ΦΑΡΜΑΚΕΙΑ [402, 756, 573, 775]
thanks-text: Πάντας τοὺς καθ' οἱονδήποτε τρόπον συμμετασχόντας εἰς τὸ βαθύτατον πένθος μας διὰ τὸν θάνατον τοῦ προσφιλοῦς συζύγου, πατρὸς καὶ ἀδελφοῦ, εὐχαριστοῦμεν θερμῶς. Οἱ οἰκογένειες. [1163, 440, 1341, 523]
taxi-phone-item: Λαγκαδᾶ [1346, 1253, 1390, 1265]
crossword-cell[interactable] [583, 1125, 604, 1146]
crossword-cell [725, 1166, 745, 1186]
pharmacy-item: Ε. Καλαϊτζίδη, Μεγ. Ἀλεξάνδρου 6 [402, 975, 572, 987]
vital-stats-title: Οἱ γάμοι οἱ γεννήσεις οἱ θάνατοι [1352, 1362, 1510, 1390]
article-paragraph: Εἶναι ὁ ἴδιος λαὸς ποὺ τὸ 1940 καὶ συνέχισε τὸ Ἐλληνικὸν ἔπος, εἶναι ὁ λαὸς ποὺ ἔχει ἀντιμετωπίσει τόσας θυσίας, τὰ μεγάλα ἐμπόδια. Ἔτσι καὶ εἰς τὴν ἀπόφασιν αὐτὴν. Δὲν ἀπογοητεύθη, παρὰ τὰς δοκιμασίας. Ὁ Ἕλλην ἔχει πίστιν εἰς τὴν ἱστορίαν του. [21, 750, 391, 798]
crossword-cell[interactable] [684, 1125, 705, 1146]
article-paragraph: Εἶναι ὁ ἴδιος λαὸς ποὺ τὸ 1940 καὶ συνέχισε τὸ Ἐλληνικὸν ἔπος, εἶναι ὁ λαὸς ποὺ ἔχει ἀντιμετωπίσει τόσας θυσίας, τὰ μεγάλα ἐμπόδια. Ἔτσι καὶ εἰς τὴν ἀπόφασιν αὐτὴν. Δὲν ἀπογοητεύθη, παρὰ τὰς δοκιμασίας. Ὁ Ἕλλην ἔχει πίστιν εἰς τὴν ἱστορίαν του. [21, 521, 391, 569]
crossword-cell[interactable] [725, 1065, 745, 1085]
armed-schedule: 6.30 Προσευχὴ καὶ χρονικά. 6.45 Ἐπικαιρότητες. 7.00 Εἰδήσεις. 8.15 Ἐλαφρὰ ἐκδήλωσις. 9.30 Στρατιωτικὰ νέα. 10.00 Ἑλληνικὴ μουσική. 12.00 Εἰδήσεις. 14.15 Ἀπογευματινή. 16.00 Ἐλαφρὰ τραγούδια. 18.00 Ἐπικαιρότητες. 20.00 Εἰδήσεις. 21.00 Μουσική. 23.00 Τελευταῖαι εἰδήσεις. [1346, 574, 1517, 692]
print-manager: Γ. ΠΑΝΤΑΖΟΓΛΟΥ (Τσιμισκῆ 145) [407, 229, 568, 239]
crossword-cell[interactable] [705, 1146, 725, 1166]
crossword-title: ΤΟ ΣΤΑΥΡΟΛΕΞΟΝ [582, 955, 885, 995]
radio-city: Θεσσαλονίκης [1346, 229, 1439, 242]
radio-schedule: 6 Πρόσευχή. 6.05 Γυμναστική. 6.15 Εἰδήσεις. 6.30 Ἐλαφρὰ μουσική. 7.00 Ἐνημέρωση. 8.00 Ἐπιθεώρηση τύπου. 9.00 Μουσικό πρόγραμμα. 10.00 Εἰδήσεις. 11.00 Ἑλληνικὰ τραγούδια. 12.00 Εἰδήσεις. 13.00 Μουσική. 14.00 Εἰδήσεις. 15.00 Λαϊκὴ μουσική. 16.00 Ἀπογευματινό. 18.00 Εἰδήσεις. 19.00 Ἐλαφρά. 20.00 Ἀθλητικά. 21.00 Εἰδήσεις. 22.00 Βραδινή μουσική. 24.00 Κλείσιμο. [1346, 402, 1517, 555]
nightly-label: ΔΙΑΝΥΚΤΕΡΕΥΟΝΤΑ [434, 1025, 540, 1037]
pharmacies-time: Ἀπὸ 2.30 — 8.30 μ.μ. σήμερον θὰ εἶναι ἀνοικτὰ τὰ φαρμακεῖα: [402, 791, 573, 815]
crossword-cell[interactable] [583, 1146, 604, 1166]
serial-col-right [498, 1870, 959, 2186]
thanks-text: Πάντας τοὺς καθ' οἱονδήποτε τρόπον συμμετασχόντας εἰς τὸ βαθύτατον πένθος μας διὰ τὸν θάνατον τοῦ προσφιλοῦς συζύγου, πατρὸς καὶ ἀδελφοῦ, εὐχαριστοῦμεν θερμῶς. Οἱ οἰκογένειες. [1163, 353, 1341, 435]
nightly-pharmacy-item: Κ. Σακκᾶ, Ἐγνατίας 44 [402, 1084, 516, 1096]
crossword-cell [725, 1085, 745, 1105]
crossword-cell[interactable] [624, 1105, 644, 1125]
theatre-header: ΤΑ ΘΕΑΜΑΤΑ [996, 285, 1157, 304]
crossword-cell [705, 1045, 725, 1065]
taxi-phone-item: Διαβατᾶ [1346, 1193, 1387, 1204]
social-header: Κοινωνικὰ [1163, 192, 1341, 228]
column-city-world [21, 38, 391, 1629]
serial-columns [21, 1870, 982, 2186]
pharmacy-item: Α. Σιδηροπούλου, Ἐγνατίας 97 [402, 929, 553, 941]
